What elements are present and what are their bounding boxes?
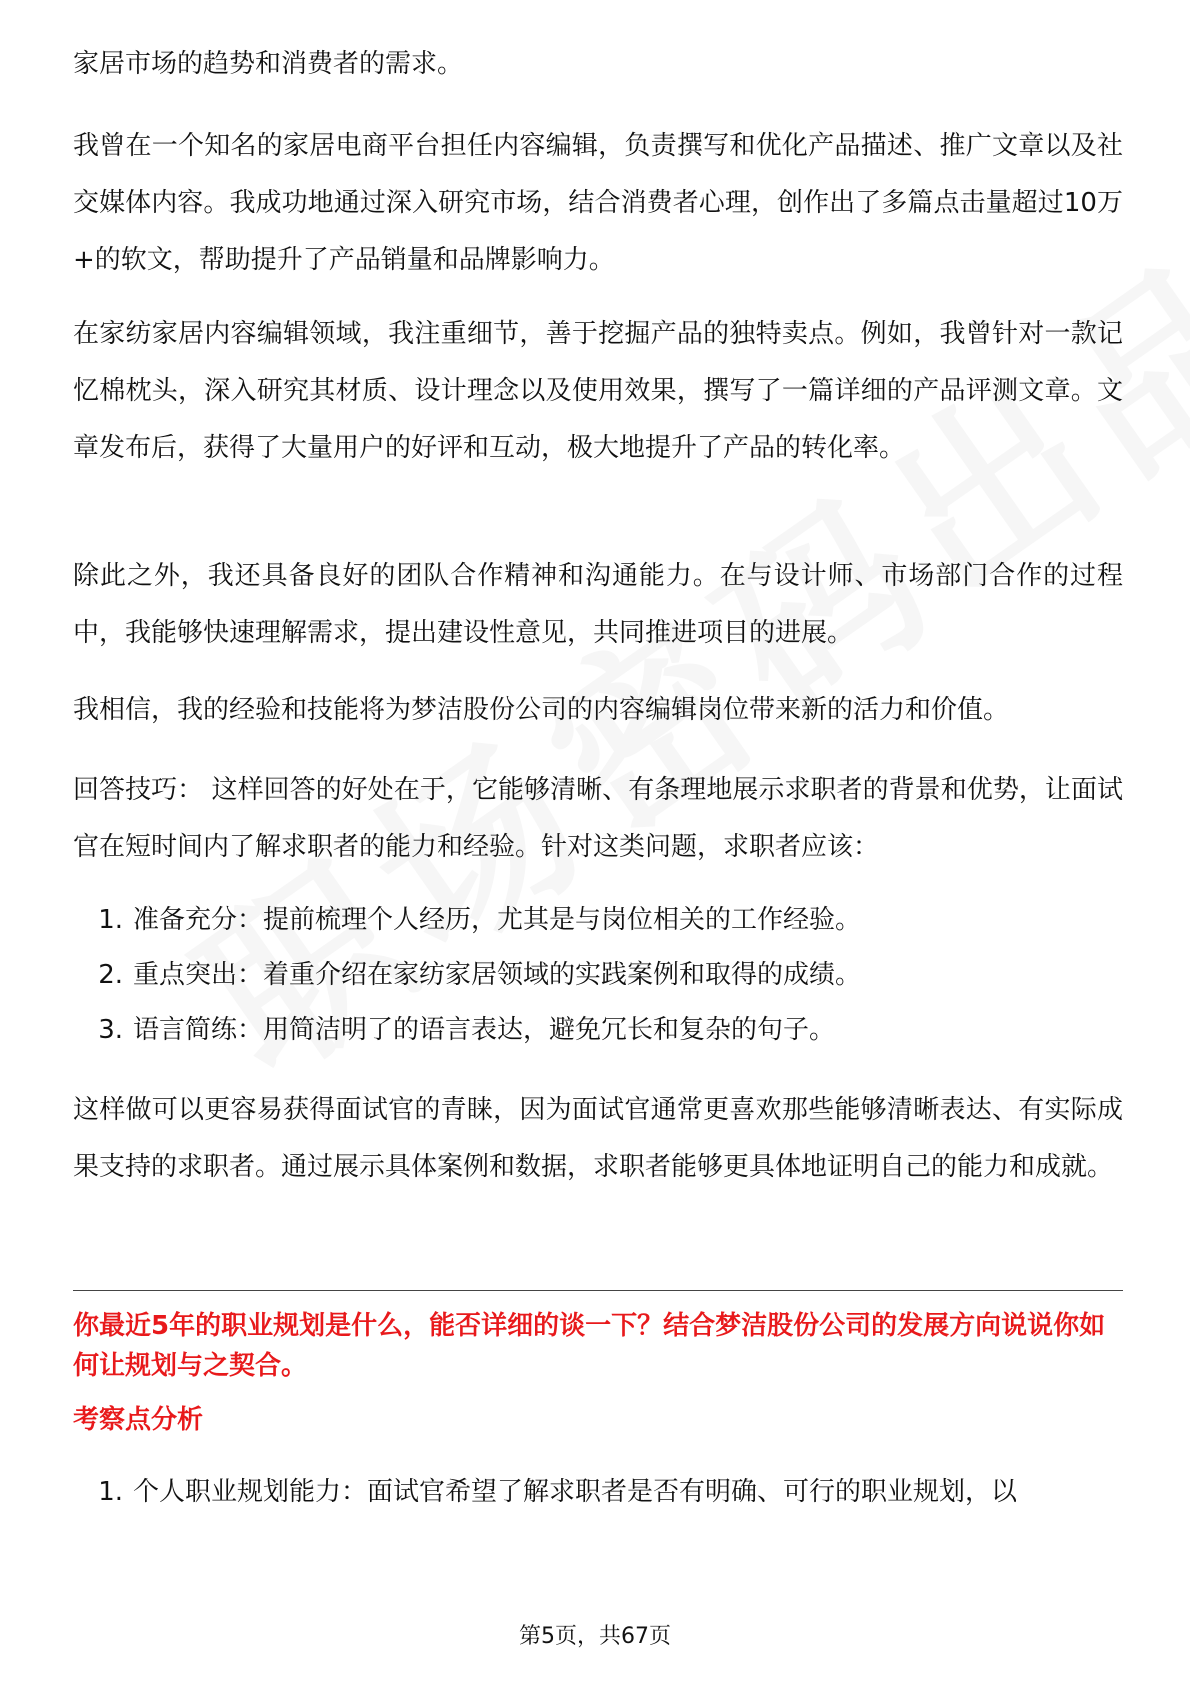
list-item-number: 1. bbox=[98, 905, 123, 935]
list-item-number: 1. bbox=[98, 1477, 123, 1507]
list-item bbox=[73, 1472, 1017, 1512]
list-item-number: 3. bbox=[98, 1015, 123, 1045]
list-item bbox=[73, 955, 861, 995]
interview-question: 你最近5年的职业规划是什么，能否详细的谈一下？结合梦洁股份公司的发展方向说说你如何让规划与之契合。 bbox=[73, 1311, 1106, 1381]
paragraph-conclusion: 我相信，我的经验和技能将为梦洁股份公司的内容编辑岗位带来新的活力和价值。 bbox=[73, 695, 1010, 725]
page-number: 第5页，共67页 bbox=[519, 1624, 671, 1649]
list-item-number: 2. bbox=[98, 960, 123, 990]
paragraph-teamwork: 除此之外，我还具备良好的团队合作精神和沟通能力。在与设计师、市场部门合作的过程中，我能够快速理解需求，提出建设性意见，共同推进项目的进展。 bbox=[73, 561, 1123, 648]
paragraph-detail-example: 在家纺家居内容编辑领域，我注重细节，善于挖掘产品的独特卖点。例如，我曾针对一款记忆棉枕头，深入研究其材质、设计理念以及使用效果，撰写了一篇详细的产品评测文章。文章发布后，获得了大量用户的好评和互动，极大地提升了产品的转化率。 bbox=[73, 319, 1123, 463]
list-item bbox=[73, 900, 861, 940]
paragraph-closing: 这样做可以更容易获得面试官的青睐，因为面试官通常更喜欢那些能够清晰表达、有实际成果支持的求职者。通过展示具体案例和数据，求职者能够更具体地证明自己的能力和成就。 bbox=[73, 1095, 1123, 1182]
list-item-text: 个人职业规划能力：面试官希望了解求职者是否有明确、可行的职业规划，以 bbox=[133, 1477, 1018, 1507]
section-title: 考察点分析 bbox=[73, 1405, 204, 1435]
list-item-text: 重点突出：着重介绍在家纺家居领域的实践案例和取得的成绩。 bbox=[133, 960, 862, 990]
paragraph-experience: 我曾在一个知名的家居电商平台担任内容编辑，负责撰写和优化产品描述、推广文章以及社交媒体内容。我成功地通过深入研究市场，结合消费者心理，创作出了多篇点击量超过10万+的软文，帮助提升了产品销量和品牌影响力。 bbox=[73, 131, 1123, 275]
list-item bbox=[73, 1010, 835, 1050]
paragraph-answer-tips: 回答技巧： 这样回答的好处在于，它能够清晰、有条理地展示求职者的背景和优势，让面试官在短时间内了解求职者的能力和经验。针对这类问题，求职者应该： bbox=[73, 775, 1123, 862]
section-divider bbox=[73, 1290, 1123, 1291]
list-item-text: 语言简练：用简洁明了的语言表达，避免冗长和复杂的句子。 bbox=[133, 1015, 836, 1045]
list-item-text: 准备充分：提前梳理个人经历，尤其是与岗位相关的工作经验。 bbox=[133, 905, 862, 935]
paragraph-intro-end: 家居市场的趋势和消费者的需求。 bbox=[73, 49, 464, 79]
